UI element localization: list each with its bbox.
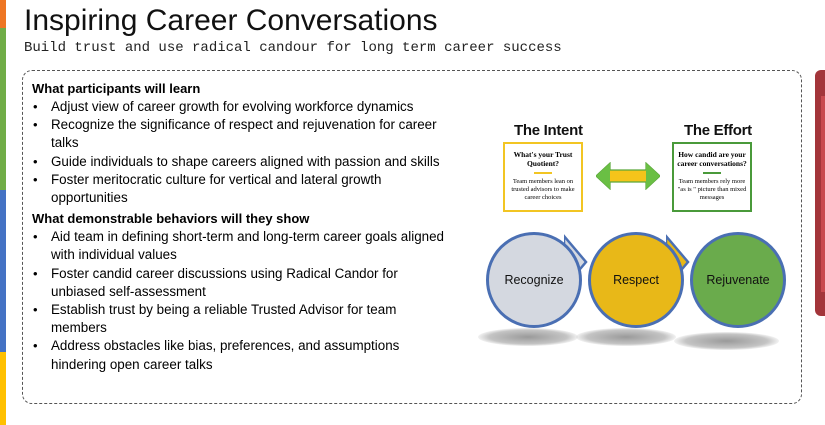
list-item: • Aid team in defining short-term and long-term career goals aligned with individual values bbox=[32, 228, 452, 264]
effort-description: Team members rely more "as is " picture than mixed messages bbox=[677, 178, 747, 201]
accent-stripe-yellow bbox=[0, 352, 6, 425]
page-subtitle: Build trust and use radical candour for long term career success bbox=[24, 40, 562, 56]
recognize-label: Recognize bbox=[504, 273, 564, 287]
accent-stripe-green bbox=[0, 28, 6, 190]
circle-shadow bbox=[674, 332, 779, 350]
respect-circle bbox=[588, 232, 684, 328]
accent-stripe-blue bbox=[0, 190, 6, 352]
double-arrow-icon bbox=[596, 162, 660, 190]
behaviors-heading: What demonstrable behaviors will they show bbox=[32, 211, 310, 227]
behaviors-list bbox=[32, 228, 452, 374]
text-column bbox=[32, 81, 452, 378]
circle-shadow bbox=[478, 328, 578, 346]
list-item: • Foster meritocratic culture for vertical and lateral growth opportunities bbox=[32, 171, 452, 207]
effort-card bbox=[672, 142, 752, 212]
effort-question: How candid are your career conversations? bbox=[677, 150, 747, 168]
intent-description: Team members lean on trusted advisors to make career choices bbox=[511, 178, 575, 201]
list-item: • Guide individuals to shape careers aligned with passion and skills bbox=[32, 153, 452, 171]
effort-divider bbox=[703, 172, 721, 174]
circle-shadow bbox=[576, 328, 676, 346]
rejuvenate-circle bbox=[690, 232, 786, 328]
career-diagram bbox=[476, 118, 796, 368]
list-item: • Adjust view of career growth for evolving workforce dynamics bbox=[32, 98, 452, 116]
intent-heading: The Intent bbox=[514, 122, 583, 139]
rejuvenate-label: Rejuvenate bbox=[706, 273, 770, 287]
intent-question: What's your Trust Quotient? bbox=[513, 150, 573, 168]
side-accent-bar-inner bbox=[821, 96, 825, 292]
intent-card bbox=[503, 142, 583, 212]
accent-stripe-orange bbox=[0, 0, 6, 28]
intent-divider bbox=[534, 172, 552, 174]
page-title: Inspiring Career Conversations bbox=[24, 4, 438, 37]
list-item: • Address obstacles like bias, preferences, and assumptions hindering open career talks bbox=[32, 337, 452, 373]
learn-heading: What participants will learn bbox=[32, 81, 201, 96]
list-item: • Recognize the significance of respect and rejuvenation for career talks bbox=[32, 116, 452, 152]
list-item: • Foster candid career discussions using Radical Candor for unbiased self-assessment bbox=[32, 265, 452, 301]
list-item: • Establish trust by being a reliable Trusted Advisor for team members bbox=[32, 301, 452, 337]
effort-heading: The Effort bbox=[684, 122, 752, 139]
respect-label: Respect bbox=[613, 273, 659, 287]
recognize-circle bbox=[486, 232, 582, 328]
learn-list bbox=[32, 98, 452, 207]
